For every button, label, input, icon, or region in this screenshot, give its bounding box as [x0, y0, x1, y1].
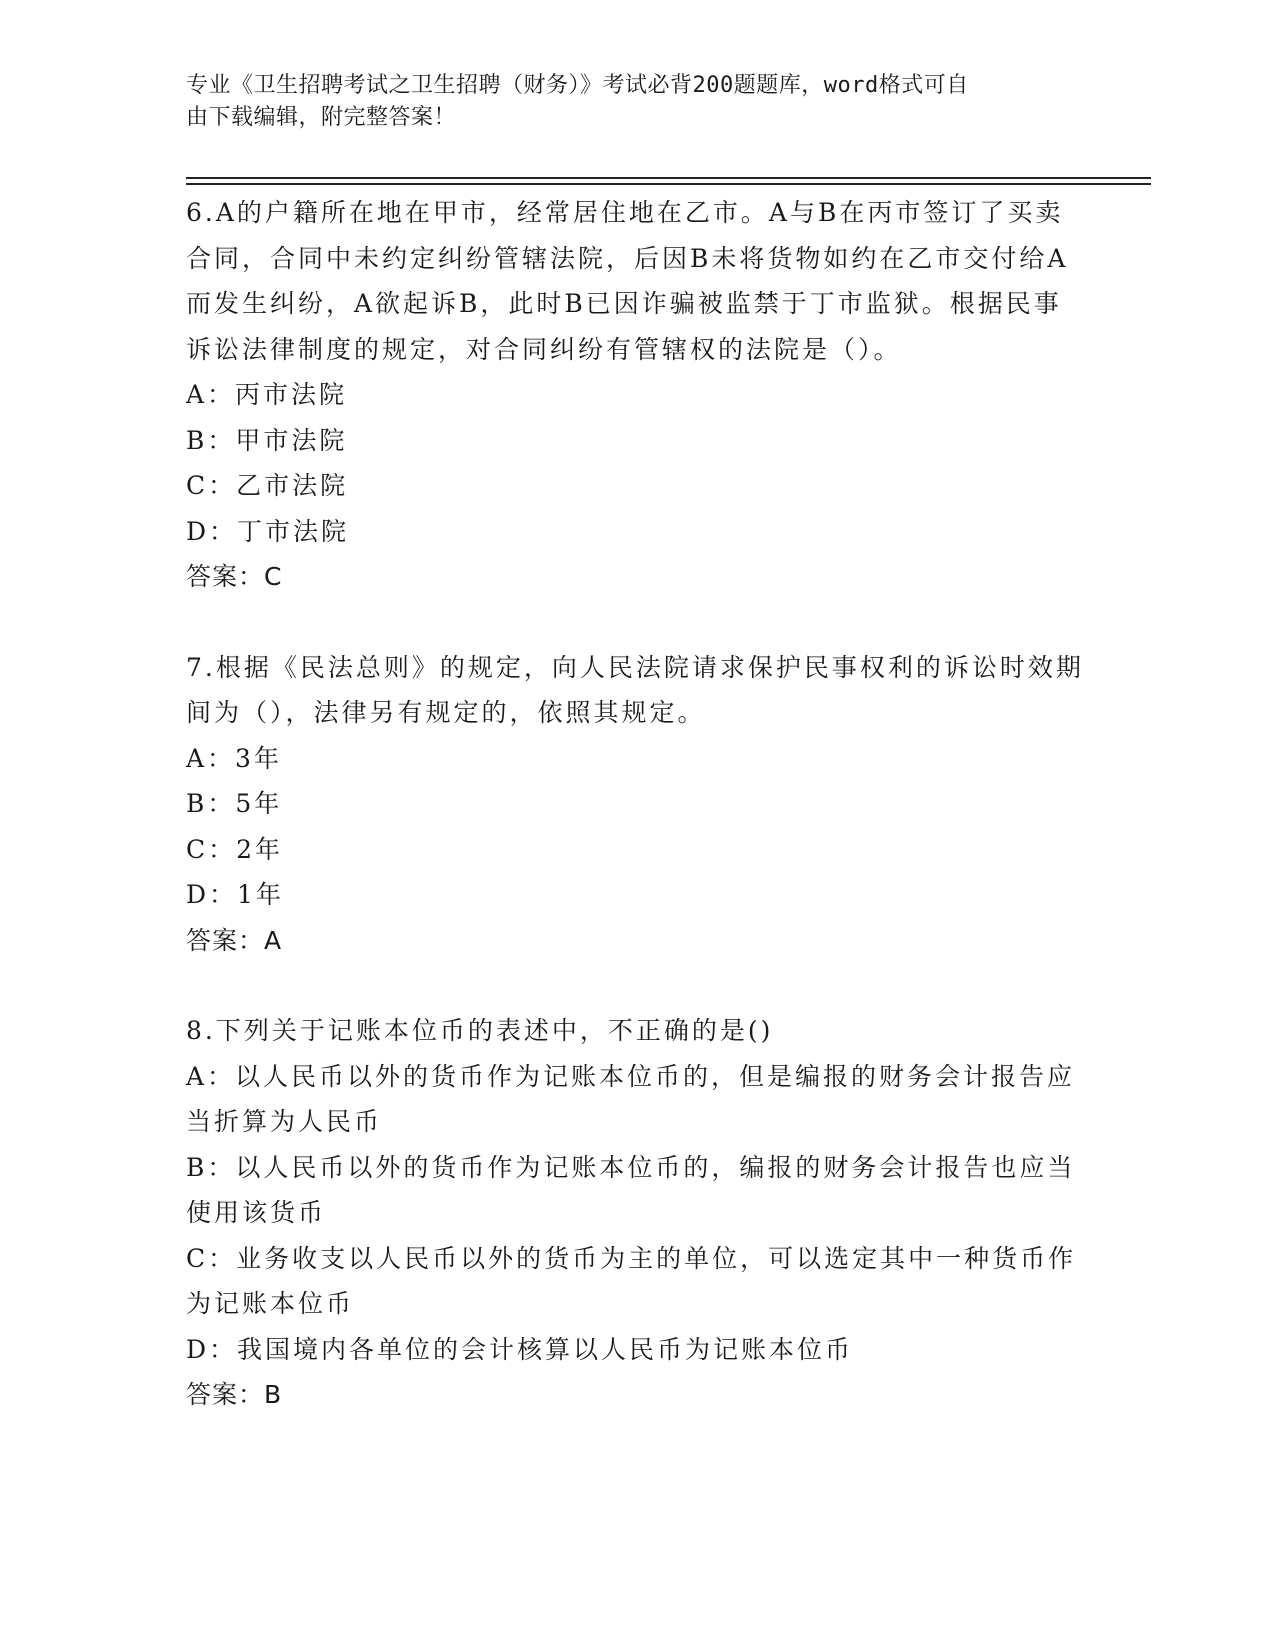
question-8 — [186, 1008, 1086, 1418]
option-b: B：5年 — [186, 789, 283, 818]
option-a: A：3年 — [186, 743, 282, 773]
option-a: A：丙市法院 — [186, 380, 348, 409]
question-stem: 7.根据《民法总则》的规定，向人民法院请求保护民事权利的诉讼时效期间为（），法律另有规定的，依照其规定。 — [186, 652, 1084, 727]
question-list — [186, 190, 1086, 1463]
option-b: B：甲市法院 — [186, 425, 348, 455]
header-rule-bottom — [186, 183, 1151, 185]
option-d: D：1年 — [186, 880, 284, 909]
option-d: D：我国境内各单位的会计核算以人民币为记账本位币 — [186, 1334, 854, 1364]
option-c: C：2年 — [186, 834, 284, 864]
header-rule-top — [186, 177, 1151, 179]
header-line-1: 专业《卫生招聘考试之卫生招聘（财务）》考试必背200题题库，word格式可自 — [186, 73, 969, 98]
question-7 — [186, 645, 1086, 964]
option-a: A：以人民币以外的货币作为记账本位币的，但是编报的财务会计报告应当折算为人民币 — [186, 1061, 1076, 1136]
question-stem: 8.下列关于记账本位币的表述中，不正确的是() — [186, 1016, 774, 1045]
answer: 答案：B — [186, 1380, 283, 1409]
question-stem: 6.A的户籍所在地在甲市，经常居住地在乙市。A与B在丙市签订了买卖合同，合同中未约定纠纷管辖法院，后因B未将货物如约在乙市交付给A而发生纠纷，A欲起诉B，此时B已因诈骗被监禁于丁市监狱。根据民事诉讼法律制度的规定，对合同纠纷有管辖权的法院是（）。 — [186, 198, 1069, 364]
option-c: C：乙市法院 — [186, 471, 349, 500]
document-header — [186, 70, 1066, 134]
option-b: B：以人民币以外的货币作为记账本位币的，编报的财务会计报告也应当使用该货币 — [186, 1152, 1076, 1227]
answer: 答案：C — [186, 562, 283, 591]
option-c: C：业务收支以人民币以外的货币为主的单位，可以选定其中一种货币作为记账本位币 — [186, 1243, 1077, 1318]
answer: 答案：A — [186, 925, 283, 955]
question-6 — [186, 190, 1086, 600]
header-line-2: 由下载编辑，附完整答案！ — [186, 105, 457, 130]
option-d: D：丁市法院 — [186, 516, 350, 546]
